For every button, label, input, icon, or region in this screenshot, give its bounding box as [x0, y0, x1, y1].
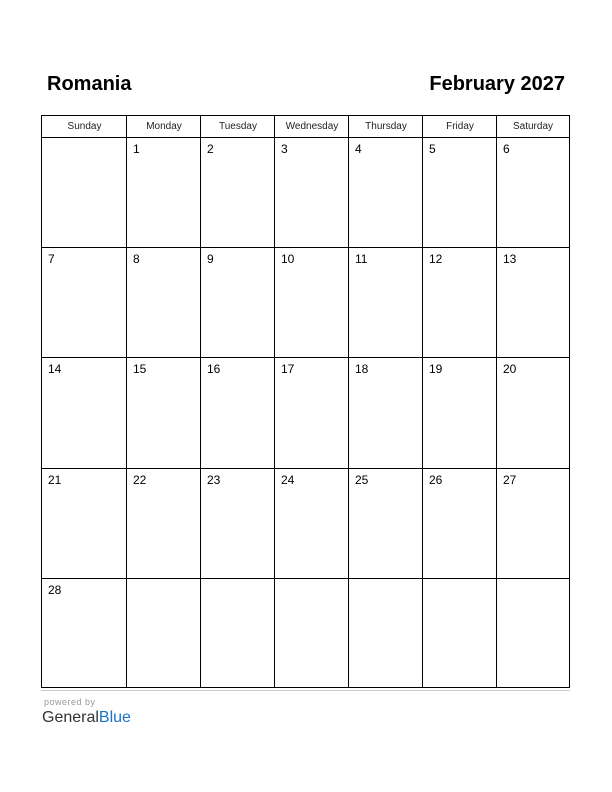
day-number: 27	[503, 472, 517, 487]
day-cell	[275, 358, 349, 467]
day-number: 2	[207, 142, 214, 156]
weekday-header-thursday: Thursday	[365, 121, 407, 132]
footer	[41, 690, 570, 730]
day-number: 22	[133, 472, 147, 487]
day-number: 18	[355, 362, 369, 377]
day-cell	[127, 358, 201, 467]
day-cell	[201, 469, 275, 578]
day-cell	[349, 248, 423, 357]
day-cell	[275, 248, 349, 357]
day-cell	[497, 138, 569, 247]
day-cell	[42, 248, 127, 357]
day-cell	[42, 138, 127, 247]
day-number: 12	[429, 252, 443, 267]
weekday-header-tuesday: Tuesday	[219, 121, 257, 132]
powered-by-label: powered by	[44, 697, 96, 707]
day-number: 9	[207, 252, 214, 267]
day-cell	[497, 579, 569, 689]
day-cell	[423, 138, 497, 247]
day-cell	[423, 469, 497, 578]
day-cell	[497, 248, 569, 357]
weekday-header-row	[42, 116, 569, 138]
day-number: 13	[503, 252, 517, 267]
brand-blue-text: Blue	[98, 709, 131, 726]
day-number: 1	[133, 142, 140, 156]
day-cell	[201, 138, 275, 247]
column-divider	[126, 116, 127, 687]
day-cell	[497, 469, 569, 578]
day-number: 10	[281, 252, 295, 267]
day-number: 17	[281, 362, 295, 377]
day-cell	[42, 469, 127, 578]
day-number: 5	[429, 142, 436, 156]
day-number: 26	[429, 472, 443, 487]
day-cell	[423, 358, 497, 467]
day-number: 3	[281, 142, 288, 156]
day-number: 15	[133, 362, 147, 377]
weekday-header-sunday: Sunday	[67, 121, 102, 132]
day-cell	[42, 579, 127, 689]
day-number: 23	[207, 472, 221, 487]
day-cell	[127, 579, 201, 689]
footer-divider	[41, 690, 570, 691]
day-number: 6	[503, 142, 510, 156]
day-cell	[349, 358, 423, 467]
week-row	[42, 358, 569, 468]
column-divider	[422, 116, 423, 687]
week-row	[42, 579, 569, 689]
day-cell	[497, 358, 569, 467]
calendar-header	[41, 70, 570, 100]
day-cell	[275, 579, 349, 689]
day-cell	[127, 248, 201, 357]
day-number: 4	[355, 142, 362, 156]
day-number: 25	[355, 472, 369, 487]
column-divider	[200, 116, 201, 687]
brand-general-text: General	[42, 709, 99, 726]
day-cell	[349, 579, 423, 689]
day-number: 14	[48, 362, 62, 377]
weekday-header-wednesday: Wednesday	[285, 121, 339, 132]
day-cell	[201, 248, 275, 357]
day-number: 7	[48, 252, 55, 267]
day-cell	[42, 358, 127, 467]
day-number: 21	[48, 472, 62, 487]
day-cell	[201, 358, 275, 467]
day-number: 16	[207, 362, 221, 377]
day-number: 19	[429, 362, 443, 377]
month-calendar-grid	[41, 115, 570, 688]
day-cell	[349, 138, 423, 247]
week-row	[42, 469, 569, 579]
column-divider	[274, 116, 275, 687]
column-divider	[496, 116, 497, 687]
day-number: 28	[48, 582, 62, 597]
weekday-header-monday: Monday	[146, 121, 182, 132]
week-row	[42, 138, 569, 248]
day-cell	[201, 579, 275, 689]
day-number: 20	[503, 362, 517, 377]
weekday-header-saturday: Saturday	[512, 121, 554, 132]
day-cell	[423, 248, 497, 357]
generalblue-logo	[42, 708, 131, 728]
column-divider	[348, 116, 349, 687]
day-number: 11	[355, 252, 368, 267]
day-number: 8	[133, 252, 140, 267]
day-cell	[423, 579, 497, 689]
day-number: 24	[281, 472, 295, 487]
country-title: Romania	[47, 73, 132, 95]
day-cell	[275, 469, 349, 578]
day-cell	[127, 138, 201, 247]
day-cell	[275, 138, 349, 247]
month-year-title: February 2027	[429, 73, 565, 95]
day-cell	[127, 469, 201, 578]
day-cell	[349, 469, 423, 578]
weekday-header-friday: Friday	[446, 121, 474, 132]
week-row	[42, 248, 569, 358]
